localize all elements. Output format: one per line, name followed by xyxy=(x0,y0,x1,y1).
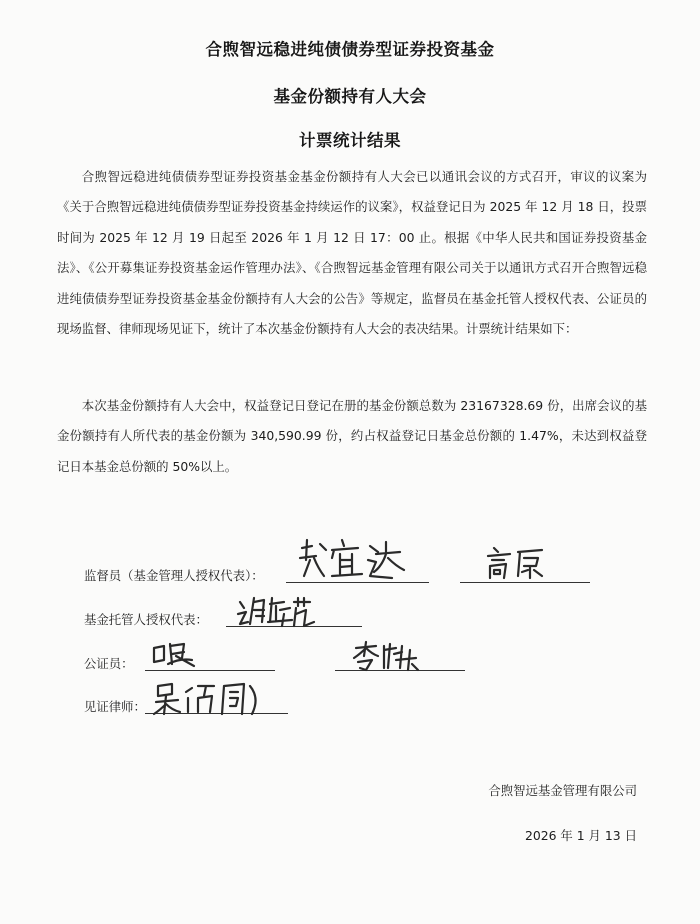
custodian-label: 基金托管人授权代表： xyxy=(84,612,208,627)
paragraph-text: 合煦智远稳进纯债债券型证券投资基金基金份额持有人大会已以通讯会议的方式召开，审议的议案为《关于合煦智远稳进纯债债券型证券投资基金持续运作的议案》，权益登记日为 2025 年 12 月 18 日，投票时间为 2025 年 12 月 19 日起至 2026 年 1 月 12 日 17：00 止。根据《中华人民共和国证券投资基金法》、《公开募集证券投资基金运作管理办法》、《合煦智远基金管理有限公司关于以通讯方式召开合煦智远稳进纯债债券型证券投资基金基金份额持有人大会的公告》等规定，监督员在基金托管人授权代表、公证员的现场监督、律师现场见证下，统计了本次基金份额持有人大会的表决结果。计票统计结果如下： xyxy=(57,169,647,337)
notary-signature-1 xyxy=(150,638,210,670)
paragraph-vote-result xyxy=(57,391,647,482)
document-title: 合煦智远稳进纯债债券型证券投资基金 xyxy=(205,40,495,59)
notary-signature-2 xyxy=(350,640,424,674)
document-heading: 计票统计结果 xyxy=(299,131,401,150)
notary-label: 公证员： xyxy=(84,656,134,671)
supervisor-signature-line-1 xyxy=(286,582,429,583)
company-name: 合煦智远基金管理有限公司 xyxy=(488,783,637,798)
paragraph-meeting-info xyxy=(57,162,647,344)
supervisor-label: 监督员（基金管理人授权代表）： xyxy=(84,568,264,583)
lawyer-label: 见证律师： xyxy=(84,699,146,714)
document-subtitle: 基金份额持有人大会 xyxy=(273,87,427,106)
supervisor-signature-2 xyxy=(484,544,564,582)
supervisor-signature-1 xyxy=(296,536,424,582)
lawyer-signature xyxy=(152,680,272,718)
document-date: 2026 年 1 月 13 日 xyxy=(524,828,637,843)
paragraph-text: 本次基金份额持有人大会中，权益登记日登记在册的基金份额总数为 23167328.69 份，出席会议的基金份额持有人所代表的基金份额为 340,590.99 份，约占权益登记日基金总份额的 1.47%，未达到权益登记日本基金总份额的 50%以上。 xyxy=(57,398,647,474)
custodian-signature xyxy=(234,592,324,630)
notary-signature-line-1 xyxy=(145,670,275,671)
supervisor-signature-line-2 xyxy=(460,582,590,583)
